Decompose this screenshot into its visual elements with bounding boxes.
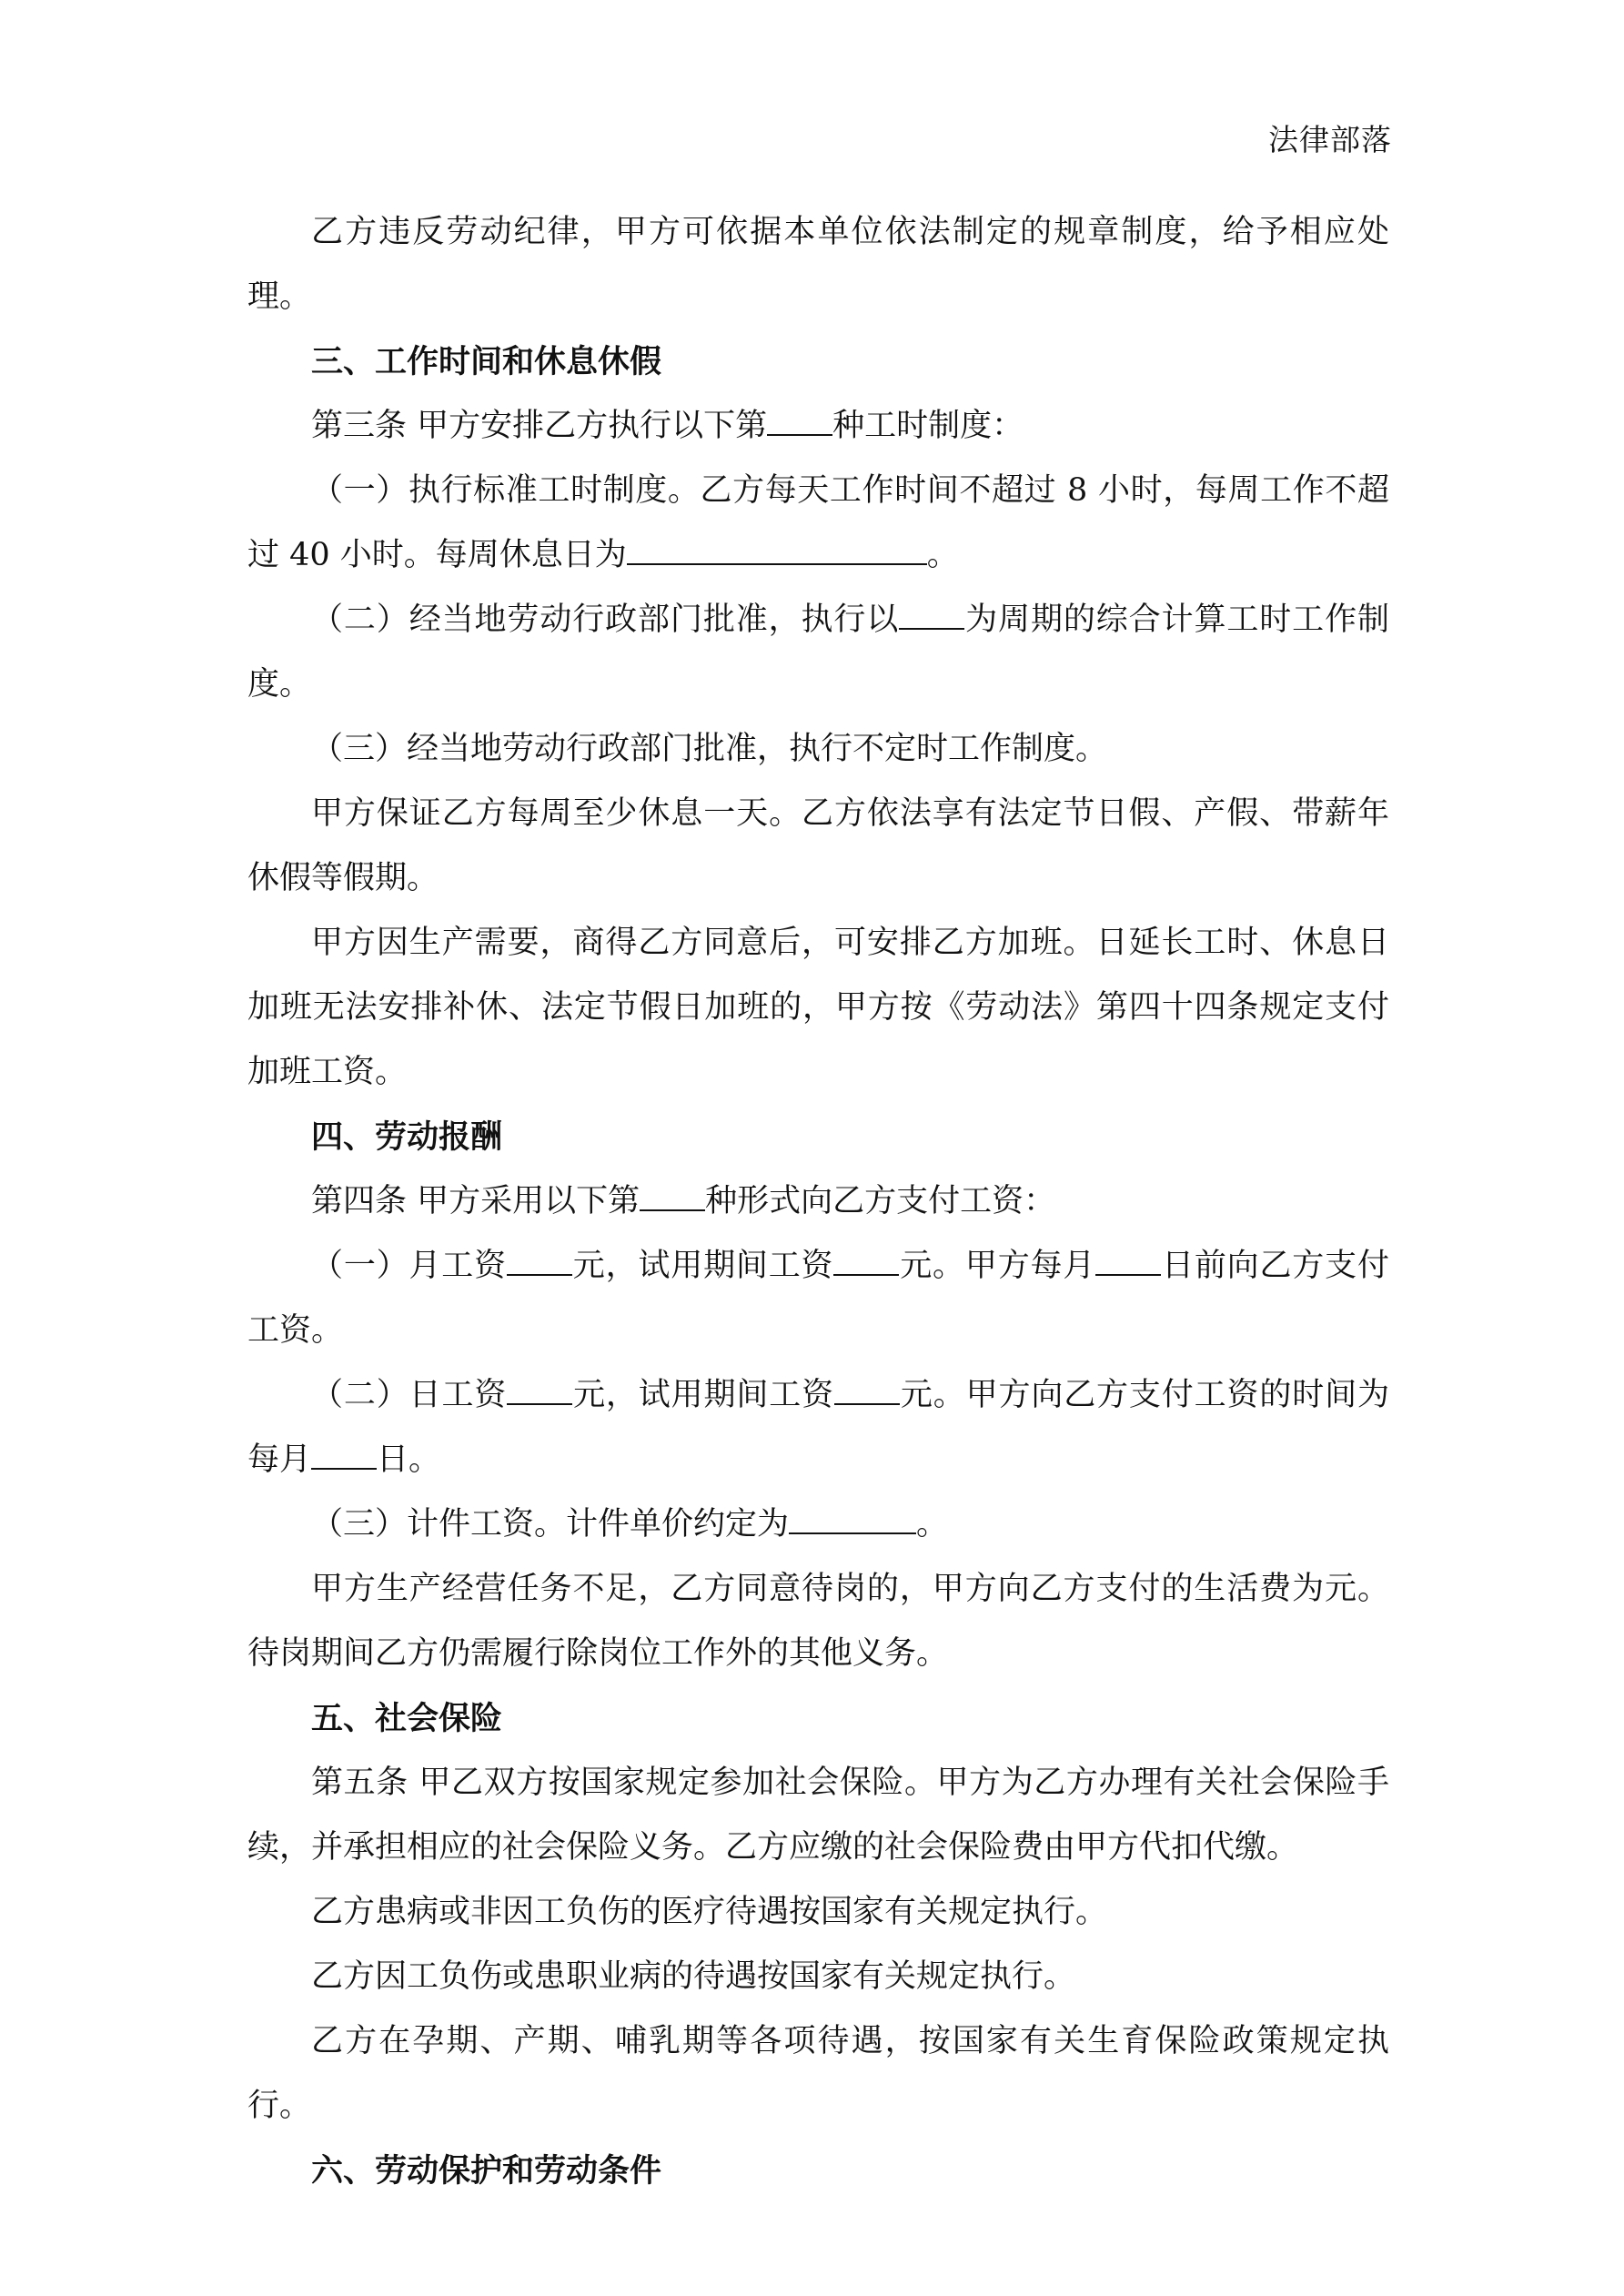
paragraph: 乙方因工负伤或患职业病的待遇按国家有关规定执行。 — [311, 1958, 1076, 1995]
fill-blank — [834, 1376, 900, 1405]
fill-blank — [833, 1247, 899, 1276]
paragraph: 乙方在孕期、产期、哺乳期等各项待遇，按国家有关生育保险政策规定执行。 — [247, 2023, 1389, 2124]
section-heading: 四、劳动报酬 — [311, 1118, 503, 1156]
article-5: 第五条 甲乙双方按国家规定参加社会保险。甲方为乙方办理有关社会保险手续，并承担相应的社会保险义务。乙方应缴的社会保险费由甲方代扣代缴。 — [247, 1765, 1389, 1866]
paragraph: （二）日工资 元，试用期间工资 元。甲方向乙方支付工资的时间为每月 日。 — [247, 1377, 1389, 1478]
document-body — [247, 200, 1389, 2203]
paragraph: 甲方保证乙方每周至少休息一天。乙方依法享有法定节日假、产假、带薪年休假等假期。 — [247, 795, 1389, 896]
fill-blank — [507, 1247, 572, 1276]
paragraph: （一）月工资 元，试用期间工资 元。甲方每月 日前向乙方支付工资。 — [247, 1248, 1389, 1349]
paragraph: 乙方违反劳动纪律，甲方可依据本单位依法制定的规章制度，给予相应处理。 — [247, 214, 1389, 315]
section-heading: 六、劳动保护和劳动条件 — [311, 2152, 662, 2190]
fill-blank — [899, 601, 964, 630]
paragraph: （一）执行标准工时制度。乙方每天工作时间不超过 8 小时，每周工作不超过 40 小时。每周休息日为 。 — [247, 472, 1389, 573]
fill-blank — [767, 407, 832, 436]
fill-blank — [1095, 1247, 1161, 1276]
paragraph: （二）经当地劳动行政部门批准，执行以 为周期的综合计算工时工作制度。 — [247, 602, 1389, 703]
fill-blank — [640, 1182, 705, 1211]
fill-blank — [507, 1376, 572, 1405]
section-heading: 五、社会保险 — [311, 1700, 503, 1737]
fill-blank — [627, 536, 927, 565]
article-4: 第四条 甲方采用以下第 种形式向乙方支付工资： — [311, 1183, 1056, 1219]
fill-blank — [311, 1441, 377, 1470]
paragraph: 甲方因生产需要，商得乙方同意后，可安排乙方加班。日延长工时、休息日加班无法安排补休、法定节假日加班的，甲方按《劳动法》第四十四条规定支付加班工资。 — [247, 925, 1389, 1090]
fill-blank — [789, 1505, 916, 1534]
article-3: 第三条 甲方安排乙方执行以下第 种工时制度： — [311, 408, 1024, 444]
paragraph: 甲方生产经营任务不足，乙方同意待岗的，甲方向乙方支付的生活费为元。待岗期间乙方仍需履行除岗位工作外的其他义务。 — [247, 1571, 1389, 1672]
page-header: 法律部落 — [1268, 122, 1392, 157]
section-heading: 三、工作时间和休息休假 — [311, 343, 662, 380]
paragraph: （三）经当地劳动行政部门批准，执行不定时工作制度。 — [311, 731, 1108, 767]
paragraph: （三）计件工资。计件单价约定为 。 — [311, 1506, 949, 1542]
paragraph: 乙方患病或非因工负伤的医疗待遇按国家有关规定执行。 — [311, 1894, 1108, 1930]
